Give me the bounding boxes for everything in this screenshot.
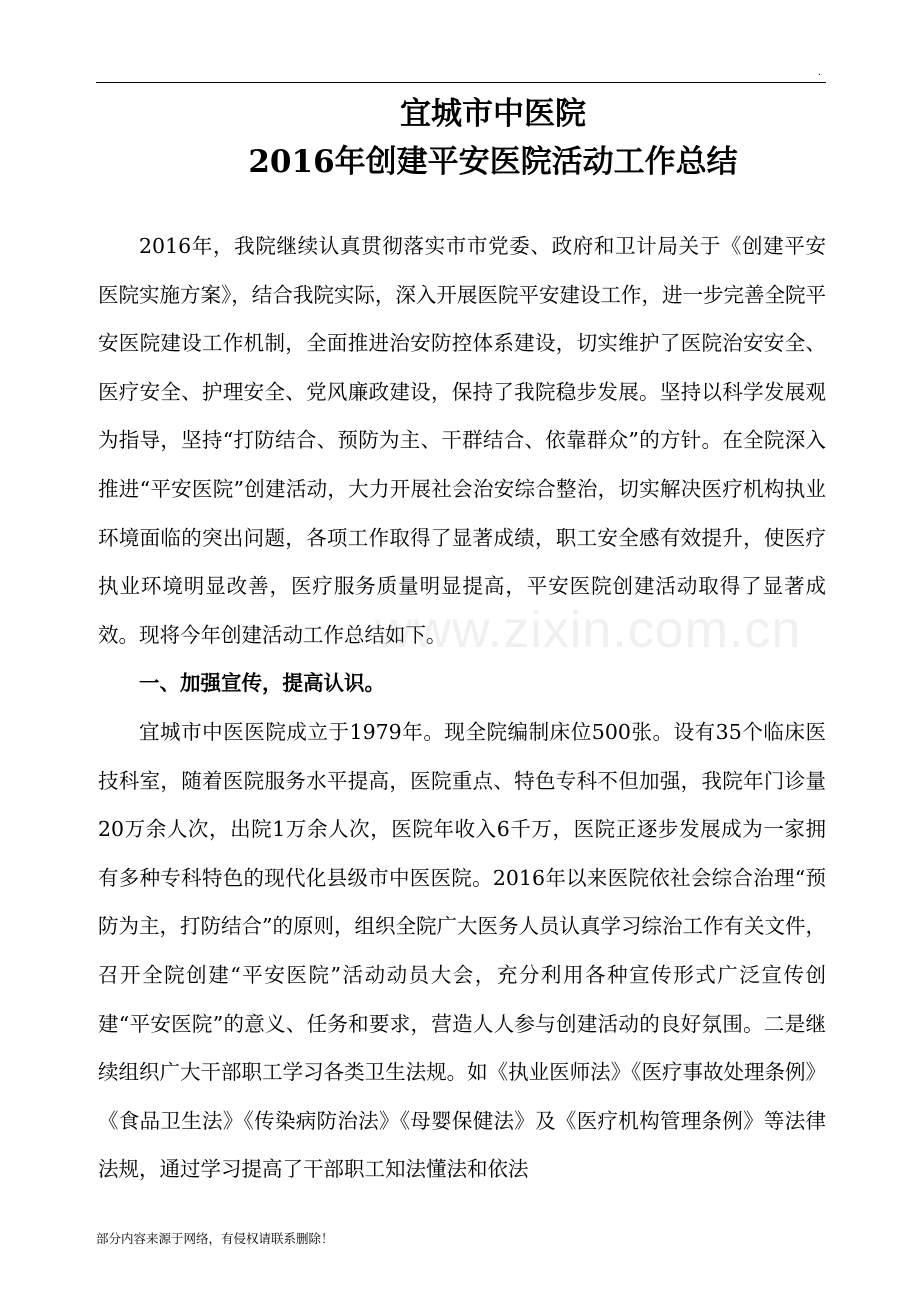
intro-paragraph: 2016年，我院继续认真贯彻落实市市党委、政府和卫计局关于《创建平安医院实施方案》，结合我院实际，深入开展医院平安建设工作，进一步完善全院平安医院建设工作机制，全面推进治安防控体系建设，切实维护了医院治安安全、医疗安全、护理安全、党风廉政建设，保持了我院稳步发展。坚持以科学发展观为指导，坚持“打防结合、预防为主、干群结合、依靠群众”的方针。在全院深入推进“平安医院”创建活动，大力开展社会治安综合整治，切实解决医疗机构执业环境面临的突出问题，各项工作取得了显著成绩，职工安全感有效提升，使医疗执业环境明显改善，医疗服务质量明显提高，平安医院创建活动取得了显著成效。现将今年创建活动工作总结如下。 <box>98 234 826 647</box>
section-1-paragraph: 宜城市中医医院成立于1979年。现全院编制床位500张。设有35个临床医技科室，随着医院服务水平提高，医院重点、特色专科不但加强，我院年门诊量20万余人次，出院1万余人次，医院年收入6千万，医院正逐步发展成为一家拥有多种专科特色的现代化县级市中医医院。2016年以来医院依社会综合治理“预防为主，打防结合”的原则，组织全院广大医务人员认真学习综治工作有关文件，召开全院创建“平安医院”活动动员大会，充分利用各种宣传形式广泛宣传创建“平安医院”的意义、任务和要求，营造人人参与创建活动的良好氛围。二是继续组织广大干部职工学习各类卫生法规。如《执业医师法》《医疗事故处理条例》《食品卫生法》《传染病防治法》《母婴保健法》及《医疗机构管理条例》等法律法规，通过学习提高了干部职工知法懂法和依法 <box>98 719 826 1182</box>
header-mark: . <box>818 68 821 78</box>
document-subtitle: 2016年创建平安医院活动工作总结 <box>248 144 738 180</box>
watermark: www.zixin.com.cn <box>375 601 802 659</box>
header-rule <box>96 82 826 83</box>
footer-note: 部分内容来源于网络，有侵权请联系删除！ <box>96 1231 334 1246</box>
section-heading-1: 一、加强宣传，提高认识。 <box>139 671 385 696</box>
document-body <box>98 222 826 1194</box>
document-title: 宜城市中医院 <box>400 96 586 132</box>
